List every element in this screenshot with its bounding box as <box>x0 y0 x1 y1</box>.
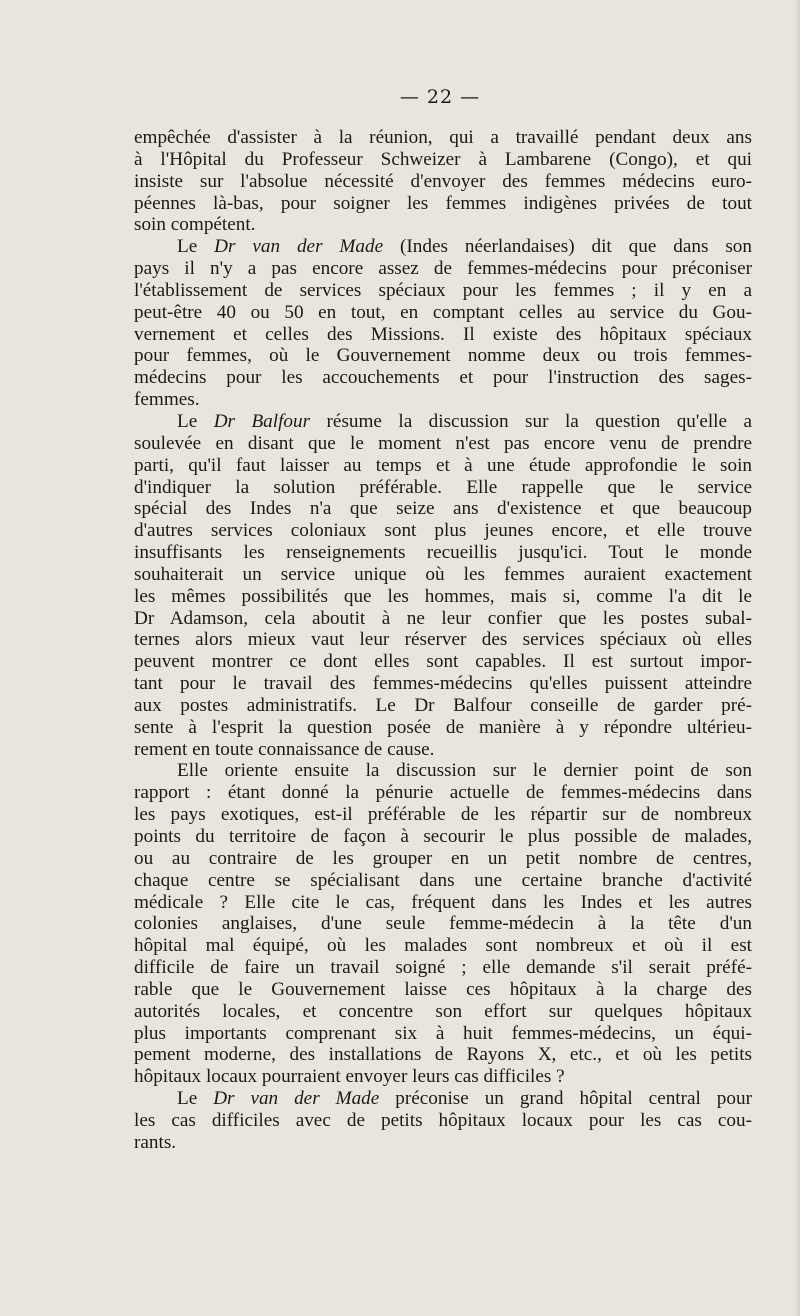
text-line: insiste sur l'absolue nécessité d'envoyer des femmes médecins euro- <box>134 170 752 192</box>
text-line: l'établissement de services spéciaux pour les femmes ; il y en a <box>134 279 752 301</box>
text-line: rapport : étant donné la pénurie actuelle de femmes-médecins dans <box>134 782 752 804</box>
page-number: — 22 — <box>399 86 481 108</box>
line-rest: préconise un grand hôpital central pour <box>379 1088 752 1110</box>
text-line: soulevée en disant que le moment n'est pas encore venu de prendre <box>134 432 752 454</box>
text-line: plus importants comprenant six à huit femmes-médecins, un équi- <box>134 1022 752 1044</box>
text-line: médecins pour les accouchements et pour l'instruction des sages- <box>134 367 752 389</box>
text-line: les pays exotiques, est-il préférable de les répartir sur de nombreux <box>134 804 752 826</box>
text-line: peuvent montrer ce dont elles sont capables. Il est surtout impor- <box>134 651 752 673</box>
line-rest: (Indes néerlandaises) dit que dans son <box>383 236 752 258</box>
paragraph-3 <box>134 411 752 761</box>
speaker-prefix: Le <box>177 410 214 432</box>
text-line: spécial des Indes n'a que seize ans d'existence et que beaucoup <box>134 498 752 520</box>
paragraph-4 <box>134 760 752 1088</box>
text-line: rants. <box>134 1131 177 1153</box>
text-line: hôpital mal équipé, où les malades sont nombreux et où il est <box>134 935 752 957</box>
text-line: sente à l'esprit la question posée de manière à y répondre ultérieu- <box>134 716 752 738</box>
paragraph-5 <box>134 1088 752 1154</box>
text-line: rable que le Gouvernement laisse ces hôpitaux à la charge des <box>134 978 752 1000</box>
speaker-name: Dr Balfour <box>213 410 311 432</box>
text-line <box>134 236 752 258</box>
text-line: ternes alors mieux vaut leur réserver des services spéciaux où elles <box>134 629 752 651</box>
text-line <box>134 411 752 433</box>
text-line: médicale ? Elle cite le cas, fréquent dans les Indes et les autres <box>134 891 752 913</box>
text-line: pour femmes, où le Gouvernement nomme deux ou trois femmes- <box>134 345 752 367</box>
text-line: souhaiterait un service unique où les femmes auraient exactement <box>134 563 752 585</box>
text-line: femmes. <box>134 389 200 411</box>
text-line: peut-être 40 ou 50 en tout, en comptant celles au service du Gou- <box>134 301 752 323</box>
speaker-name: Dr van der Made <box>213 1088 380 1110</box>
text-line: rement en toute connaissance de cause. <box>134 738 435 760</box>
text-line: empêchée d'assister à la réunion, qui a travaillé pendant deux ans <box>134 127 752 148</box>
text-line: Dr Adamson, cela aboutit à ne leur confier que les postes subal- <box>134 607 752 629</box>
text-line: vernement et celles des Missions. Il existe des hôpitaux spéciaux <box>134 323 752 345</box>
text-line: péennes là-bas, pour soigner les femmes indigènes privées de tout <box>134 192 752 214</box>
text-line: pement moderne, des installations de Rayons X, etc., et où les petits <box>134 1044 752 1066</box>
text-line: à l'Hôpital du Professeur Schweizer à Lambarene (Congo), et qui <box>134 148 752 170</box>
speaker-prefix: Le <box>177 236 215 258</box>
text-line: Elle oriente ensuite la discussion sur le dernier point de son <box>177 760 752 782</box>
text-line: parti, qu'il faut laisser au temps et à une étude approfondie le soin <box>134 454 752 476</box>
text-line: hôpitaux locaux pourraient envoyer leurs cas difficiles ? <box>134 1066 565 1088</box>
text-line: d'indiquer la solution préférable. Elle rappelle que le service <box>134 476 752 498</box>
text-line: d'autres services coloniaux sont plus jeunes encore, et elle trouve <box>134 520 752 542</box>
paragraph-1 <box>134 127 752 236</box>
body-text <box>134 127 752 1154</box>
text-line: aux postes administratifs. Le Dr Balfour conseille de garder pré- <box>134 694 752 716</box>
line-rest: résume la discussion sur la question qu'elle a <box>310 410 752 432</box>
text-line: ou au contraire de les grouper en un petit nombre de centres, <box>134 847 752 869</box>
text-line: chaque centre se spécialisant dans une certaine branche d'activité <box>134 869 752 891</box>
text-line: insuffisants les renseignements recueillis jusqu'ici. Tout le monde <box>134 542 752 564</box>
page-edge-shadow <box>794 0 800 1316</box>
text-line: tant pour le travail des femmes-médecins qu'elles puissent atteindre <box>134 673 752 695</box>
text-line: soin compétent. <box>134 214 256 236</box>
paragraph-2 <box>134 236 752 411</box>
text-line: difficile de faire un travail soigné ; elle demande s'il serait préfé- <box>134 957 752 979</box>
text-line: les mêmes possibilités que les hommes, mais si, comme l'a dit le <box>134 585 752 607</box>
speaker-prefix: Le <box>177 1088 214 1110</box>
text-line: autorités locales, et concentre son effort sur quelques hôpitaux <box>134 1000 752 1022</box>
text-line: les cas difficiles avec de petits hôpitaux locaux pour les cas cou- <box>134 1109 752 1131</box>
text-line: pays il n'y a pas encore assez de femmes-médecins pour préconiser <box>134 258 752 280</box>
speaker-name: Dr van der Made <box>214 236 384 258</box>
text-line: colonies anglaises, d'une seule femme-médecin à la tête d'un <box>134 913 752 935</box>
text-line <box>134 1088 752 1110</box>
text-line: points du territoire de façon à secourir le plus possible de malades, <box>134 826 752 847</box>
